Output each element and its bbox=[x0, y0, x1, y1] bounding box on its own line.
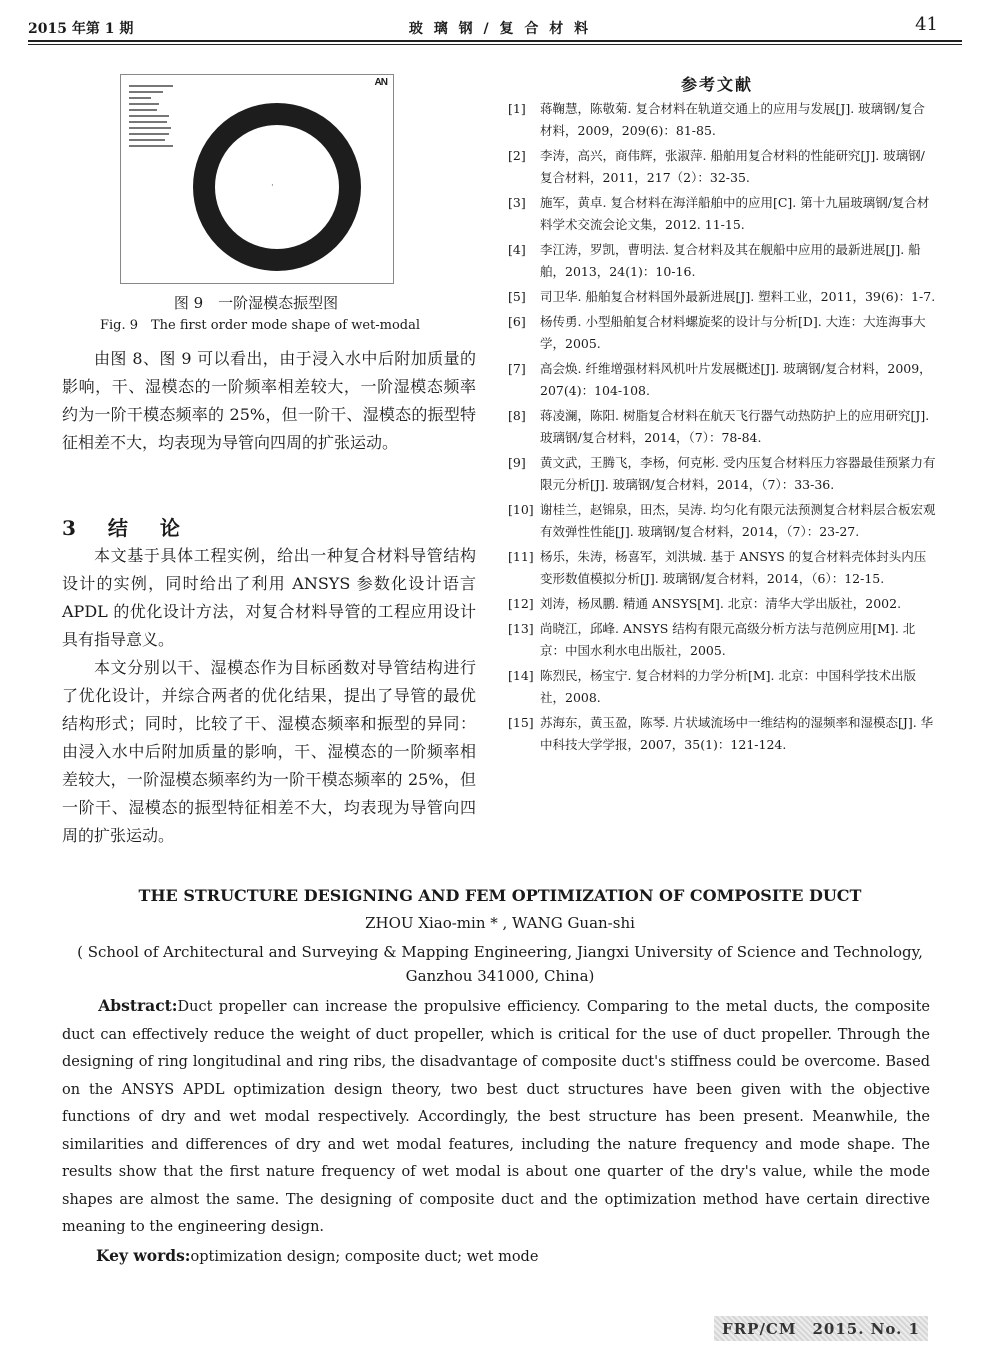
figure-legend-lines bbox=[129, 85, 175, 151]
abstract-text: Duct propeller can increase the propulsive efficiency. Comparing to the metal ducts, the composite duct can effectively reduce the weight of duct propeller, which is critical for the use of duct propeller. Through the designing of ring longitudinal and ring ribs, the disadvantage of composite duct's stiffness could be overcome. Based on the ANSYS APDL optimization design theory, two best duct structures have been given with the objective functions of dry and wet modal respectively. Accordingly, the best structure has been present. Meanwhile, the similarities and differences of dry and wet modal features, including the nature frequency and mode shape. The results show that the first nature frequency of wet modal is about one quarter of the dry's value, while the mode shapes are almost the same. The designing of composite duct and the optimization method have certain directive meaning to the engineering design. bbox=[62, 999, 930, 1235]
reference-text: 李涛，高兴，商伟辉，张淑萍. 船舶用复合材料的性能研究[J]. 玻璃钢/复合材料，2011，217（2）：32-35. bbox=[540, 148, 925, 185]
reference-number: [12] bbox=[508, 596, 534, 611]
figure-caption-en: Fig. 9 The first order mode shape of wet-modal bbox=[99, 318, 421, 333]
section-heading: 3 结 论 bbox=[62, 516, 186, 540]
figure-caption-cn: 图 9 一阶湿模态振型图 bbox=[173, 294, 339, 312]
ansys-logo: AN bbox=[374, 77, 387, 88]
reference-number: [4] bbox=[508, 242, 526, 257]
reference-text: 黄文武，王腾飞，李杨，何克彬. 受内压复合材料压力容器最佳预紧力有限元分析[J]. 玻璃钢/复合材料，2014，（7）：33-36. bbox=[540, 455, 936, 492]
english-title: THE STRUCTURE DESIGNING AND FEM OPTIMIZATION OF COMPOSITE DUCT bbox=[138, 886, 862, 905]
body-paragraph-2: 本文基于具体工程实例，给出一种复合材料导管结构设计的实例，同时给出了利用 ANSYS 参数化设计语言 APDL 的优化设计方法，对复合材料导管的工程应用设计具有指导意义。 bbox=[62, 546, 476, 649]
reference-item bbox=[508, 593, 936, 615]
page-number: 41 bbox=[915, 14, 938, 35]
reference-text: 司卫华. 船舶复合材料国外最新进展[J]. 塑料工业，2011，39(6)：1-7. bbox=[540, 289, 936, 304]
reference-text: 蒋凌澜，陈阳. 树脂复合材料在航天飞行器气动热防护上的应用研究[J]. 玻璃钢/复合材料，2014，（7）：78-84. bbox=[540, 408, 930, 445]
reference-item bbox=[508, 546, 936, 590]
reference-text: 施军，黄卓. 复合材料在海洋船舶中的应用[C]. 第十九届玻璃钢/复合材料学术交流会论文集，2012. 11-15. bbox=[540, 195, 930, 232]
reference-item bbox=[508, 145, 936, 189]
reference-number: [13] bbox=[508, 621, 534, 636]
duct-ring-shape bbox=[193, 103, 361, 271]
keywords-text: optimization design; composite duct; wet mode bbox=[190, 1249, 539, 1265]
reference-number: [6] bbox=[508, 314, 526, 329]
reference-item bbox=[508, 405, 936, 449]
reference-list bbox=[508, 98, 936, 759]
keywords bbox=[96, 1246, 538, 1265]
reference-text: 刘涛，杨凤鹏. 精通 ANSYS[M]. 北京：清华大学出版社，2002. bbox=[540, 596, 902, 611]
reference-number: [9] bbox=[508, 455, 526, 470]
header-rule bbox=[28, 40, 962, 42]
reference-item bbox=[508, 452, 936, 496]
reference-text: 尚晓江，邱峰. ANSYS 结构有限元高级分析方法与范例应用[M]. 北京：中国水利水电出版社，2005. bbox=[540, 621, 916, 658]
keywords-label: Key words: bbox=[96, 1246, 191, 1265]
reference-number: [5] bbox=[508, 289, 526, 304]
reference-text: 高会焕. 纤维增强材料风机叶片发展概述[J]. 玻璃钢/复合材料，2009，207(4)：104-108. bbox=[540, 361, 932, 398]
english-affiliation: ( School of Architectural and Surveying & Mapping Engineering, Jiangxi University of Science and Technology, Ganzhou 341000, China) bbox=[77, 943, 923, 985]
reference-number: [14] bbox=[508, 668, 534, 683]
english-abstract bbox=[62, 992, 930, 1242]
header-rule-thin bbox=[28, 44, 962, 45]
reference-number: [2] bbox=[508, 148, 526, 163]
body-paragraph-1: 由图 8、图 9 可以看出，由于浸入水中后附加质量的影响，干、湿模态的一阶频率相差较大，一阶湿模态频率约为一阶干模态频率的 25%，但一阶干、湿模态的振型特征相差不大，均表现为导管向四周的扩张运动。 bbox=[62, 349, 476, 452]
reference-item bbox=[508, 618, 936, 662]
body-paragraph-3: 本文分别以干、湿模态作为目标函数对导管结构进行了优化设计，并综合两者的优化结果，提出了导管的最优结构形式；同时，比较了干、湿模态频率和振型的异同：由浸入水中后附加质量的影响，干、湿模态的一阶频率相差较大，一阶湿模态频率约为一阶干模态频率的 25%，但一阶干、湿模态的振型特征相差不大，均表现为导管向四周的扩张运动。 bbox=[62, 658, 476, 845]
reference-text: 杨传勇. 小型船舶复合材料螺旋桨的设计与分析[D]. 大连：大连海事大学，2005. bbox=[540, 314, 926, 351]
reference-text: 苏海东，黄玉盈，陈琴. 片状域流场中一维结构的湿频率和湿模态[J]. 华中科技大学学报，2007，35(1)：121-124. bbox=[540, 715, 934, 752]
reference-item bbox=[508, 311, 936, 355]
reference-text: 蒋鞠慧，陈敬菊. 复合材料在轨道交通上的应用与发展[J]. 玻璃钢/复合材料，2009，209(6)：81-85. bbox=[540, 101, 925, 138]
reference-item bbox=[508, 665, 936, 709]
figure-9 bbox=[120, 74, 394, 284]
reference-item bbox=[508, 98, 936, 142]
abstract-label: Abstract: bbox=[98, 996, 178, 1015]
references-title: 参考文献 bbox=[680, 75, 753, 94]
reference-number: [10] bbox=[508, 502, 534, 517]
reference-number: [1] bbox=[508, 101, 526, 116]
reference-number: [3] bbox=[508, 195, 526, 210]
reference-number: [8] bbox=[508, 408, 526, 423]
reference-text: 李江涛，罗凯，曹明法. 复合材料及其在舰船中应用的最新进展[J]. 船舶，2013，24(1)：10-16. bbox=[540, 242, 921, 279]
reference-number: [11] bbox=[508, 549, 534, 564]
issue-label: 2015 年第 1 期 bbox=[28, 21, 134, 37]
english-authors: ZHOU Xiao-min * , WANG Guan-shi bbox=[365, 914, 635, 932]
reference-number: [7] bbox=[508, 361, 526, 376]
reference-text: 杨乐，朱涛，杨喜军，刘洪城. 基于 ANSYS 的复合材料壳体封头内压变形数值模拟分析[J]. 玻璃钢/复合材料，2014，（6）：12-15. bbox=[540, 549, 927, 586]
footer-journal-mark: FRP/CM 2015. No. 1 bbox=[714, 1316, 928, 1341]
reference-text: 谢桂兰，赵锦泉，田杰，吴涛. 均匀化有限元法预测复合材料层合板宏观有效弹性性能[J]. 玻璃钢/复合材料，2014，（7）：23-27. bbox=[540, 502, 936, 539]
reference-number: [15] bbox=[508, 715, 534, 730]
reference-item bbox=[508, 286, 936, 308]
reference-text: 陈烈民，杨宝宁. 复合材料的力学分析[M]. 北京：中国科学技术出版社，2008. bbox=[540, 668, 916, 705]
reference-item bbox=[508, 239, 936, 283]
reference-item bbox=[508, 358, 936, 402]
reference-item bbox=[508, 192, 936, 236]
reference-item bbox=[508, 499, 936, 543]
journal-name: 玻 璃 钢 / 复 合 材 料 bbox=[408, 21, 592, 37]
reference-item bbox=[508, 712, 936, 756]
origin-marker: · bbox=[271, 181, 274, 191]
